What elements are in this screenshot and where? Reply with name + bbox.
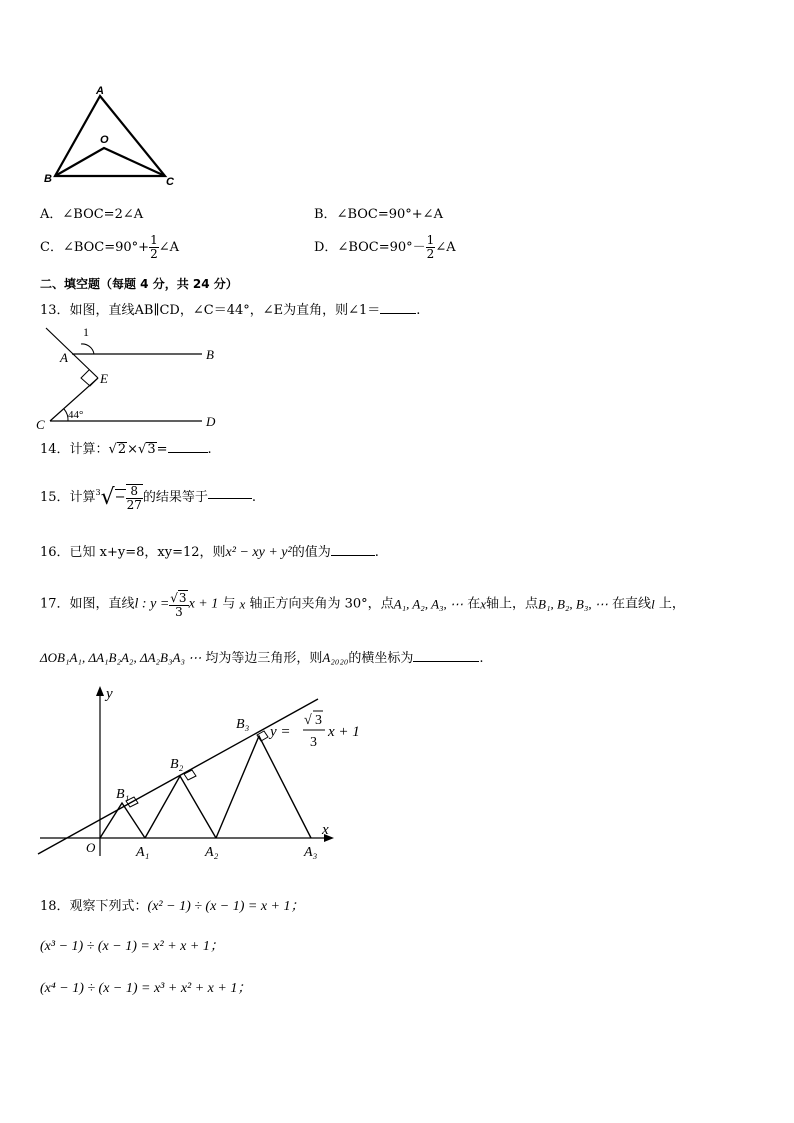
label-b: B	[44, 173, 52, 185]
label-b1: B₁	[116, 787, 130, 802]
question-16	[40, 544, 379, 562]
q17-x-var: x	[239, 596, 246, 612]
label-d: D	[206, 414, 216, 429]
q14-r2: 3	[147, 442, 156, 457]
label-o: O	[86, 840, 96, 855]
option-a-letter: A．	[40, 207, 63, 222]
question-15	[40, 484, 256, 512]
q17-mid4: 轴上，点	[486, 596, 539, 612]
option-d-fraction	[426, 234, 436, 261]
q14-end: .	[207, 442, 212, 457]
line-ea-extended	[46, 328, 98, 378]
q17-fraction	[169, 590, 188, 619]
q15-end: .	[251, 490, 257, 505]
q15-den: 27	[126, 498, 142, 512]
question-18-line3	[40, 980, 251, 998]
q14-eq: =	[156, 442, 168, 457]
q13-text: 13．如图，直线AB∥CD，∠C＝44°，∠E为直角，则∠1＝	[40, 303, 381, 318]
angle-1-arc	[81, 344, 94, 354]
option-a	[40, 206, 143, 224]
option-d	[314, 234, 456, 261]
option-c-den: 2	[150, 247, 158, 261]
q14-blank[interactable]	[168, 452, 208, 453]
option-a-text: ∠BOC=2∠A	[62, 207, 144, 222]
q15-blank[interactable]	[208, 498, 252, 499]
triangle-abc	[55, 96, 165, 176]
q17-mid5: 在直线	[612, 596, 652, 612]
q17-x-var-2: x	[480, 596, 486, 612]
label-a: A	[60, 350, 68, 365]
q14-sqrt2: √2	[108, 442, 127, 457]
option-c-letter: C．	[40, 240, 63, 255]
q14-times: ×	[127, 442, 139, 457]
option-b	[314, 206, 443, 224]
q17-suffix: 的横坐标为	[348, 651, 414, 666]
q15-minus: −	[114, 490, 126, 505]
eq-left: y =	[270, 724, 291, 740]
triangle-a1b2a2	[145, 776, 216, 838]
q14-sqrt3: √3	[138, 442, 156, 457]
q15-radical: √	[100, 485, 115, 510]
q17-l-var: l	[651, 596, 655, 612]
q16-expr: x² − xy + y²	[225, 545, 292, 560]
q18-formula-2: (x³ − 1) ÷ (x − 1) = x² + x + 1；	[40, 939, 224, 954]
label-b3: B₃	[236, 717, 250, 732]
q17-mid2: 轴正方向夹角为 30°，点	[249, 596, 394, 612]
equilateral-triangles-figure	[30, 684, 380, 864]
q16-suffix: 的值为	[291, 545, 331, 560]
label-x: x	[322, 822, 329, 838]
q17-den: 3	[175, 605, 183, 619]
label-y: y	[106, 686, 113, 702]
q17-end: .	[479, 651, 484, 666]
q17-sqrt-num: 3	[178, 591, 187, 605]
q17-b-points: B₁, B₂, B₃, ⋯	[538, 596, 608, 612]
q16-end: .	[374, 545, 379, 560]
question-17-line2	[40, 649, 484, 668]
y-axis-arrow	[96, 686, 104, 696]
label-e: E	[100, 371, 108, 386]
triangle-inner-lines	[55, 148, 165, 176]
line-l	[38, 699, 318, 854]
q16-prefix: 16．已知 x+y=8，xy=12，则	[40, 545, 226, 560]
option-c-text2: ∠A	[158, 240, 179, 255]
question-18-line2	[40, 938, 224, 956]
label-c: C	[36, 417, 45, 432]
triangle-ob1a1	[100, 803, 145, 838]
label-1: 1	[83, 325, 89, 339]
option-d-den: 2	[426, 247, 435, 261]
q17-line-name: l : y =	[134, 596, 170, 612]
option-c-text1: ∠BOC=90°+	[62, 240, 150, 255]
option-d-letter: D．	[314, 240, 338, 255]
question-18-line1	[40, 898, 305, 916]
label-44: 44°	[68, 409, 84, 421]
option-d-text2: ∠A	[435, 240, 456, 255]
q14-prefix: 14．计算：	[40, 442, 109, 457]
question-17-line1	[40, 590, 685, 619]
eq-den: 3	[310, 735, 317, 750]
question-13	[40, 302, 420, 320]
triangle-a2b3a3	[216, 736, 311, 838]
eq-sqrt-sign: √	[304, 713, 312, 728]
label-a: A	[96, 85, 104, 97]
option-c-num: 1	[150, 233, 158, 247]
q17-blank[interactable]	[413, 661, 479, 662]
q16-blank[interactable]	[331, 555, 375, 556]
q15-prefix: 15．计算	[40, 490, 96, 505]
triangle-figure	[40, 84, 190, 190]
label-a2: A₂	[205, 845, 219, 860]
label-b2: B₂	[170, 757, 184, 772]
q17-mid6: 均为等边三角形，则	[205, 651, 323, 666]
option-d-text1: ∠BOC=90°－	[337, 240, 426, 255]
label-a3: A₃	[304, 845, 318, 860]
q17-prefix: 17．如图，直线	[40, 596, 135, 612]
q17-mid: 与	[222, 596, 236, 612]
option-d-num: 1	[426, 233, 435, 247]
q18-formula-1: (x² − 1) ÷ (x − 1) = x + 1；	[147, 899, 305, 914]
label-o: O	[100, 134, 109, 146]
q17-num: √3	[170, 591, 187, 605]
label-a1: A₁	[136, 845, 150, 860]
section-title: 二、填空题（每题 4 分，共 24 分）	[40, 277, 238, 291]
q13-blank[interactable]	[380, 313, 416, 314]
label-c: C	[166, 176, 174, 188]
eq-right: x + 1	[328, 724, 360, 740]
option-c-fraction	[149, 234, 159, 261]
q17-triangles: ΔOB₁A₁, ΔA₁B₂A₂, ΔA₂B₃A₃ ⋯	[40, 650, 202, 665]
q17-a2020: A₂₀₂₀	[322, 650, 349, 665]
eq-num: 3	[315, 713, 322, 728]
right-angle-mark	[81, 370, 98, 386]
parallel-lines-figure	[30, 322, 230, 434]
q15-index: 3	[95, 488, 101, 497]
q18-prefix: 18．观察下列式：	[40, 899, 148, 914]
q15-suffix: 的结果等于	[142, 490, 208, 505]
q17-end1: 上，	[658, 596, 685, 612]
option-c	[40, 234, 179, 261]
q14-r1: 2	[117, 442, 127, 457]
q18-formula-3: (x⁴ − 1) ÷ (x − 1) = x³ + x² + x + 1；	[40, 981, 252, 996]
q15-num: 8	[126, 485, 143, 499]
q13-end: .	[416, 303, 421, 318]
q17-line-tail: x + 1	[188, 596, 219, 612]
q17-a-points: A₁, A₂, A₃, ⋯	[393, 596, 464, 612]
label-b: B	[206, 347, 214, 362]
option-b-letter: B．	[314, 207, 337, 222]
option-b-text: ∠BOC=90°+∠A	[336, 207, 443, 222]
question-14	[40, 441, 212, 459]
q17-mid3: 在	[467, 596, 481, 612]
q15-fraction	[126, 484, 143, 512]
